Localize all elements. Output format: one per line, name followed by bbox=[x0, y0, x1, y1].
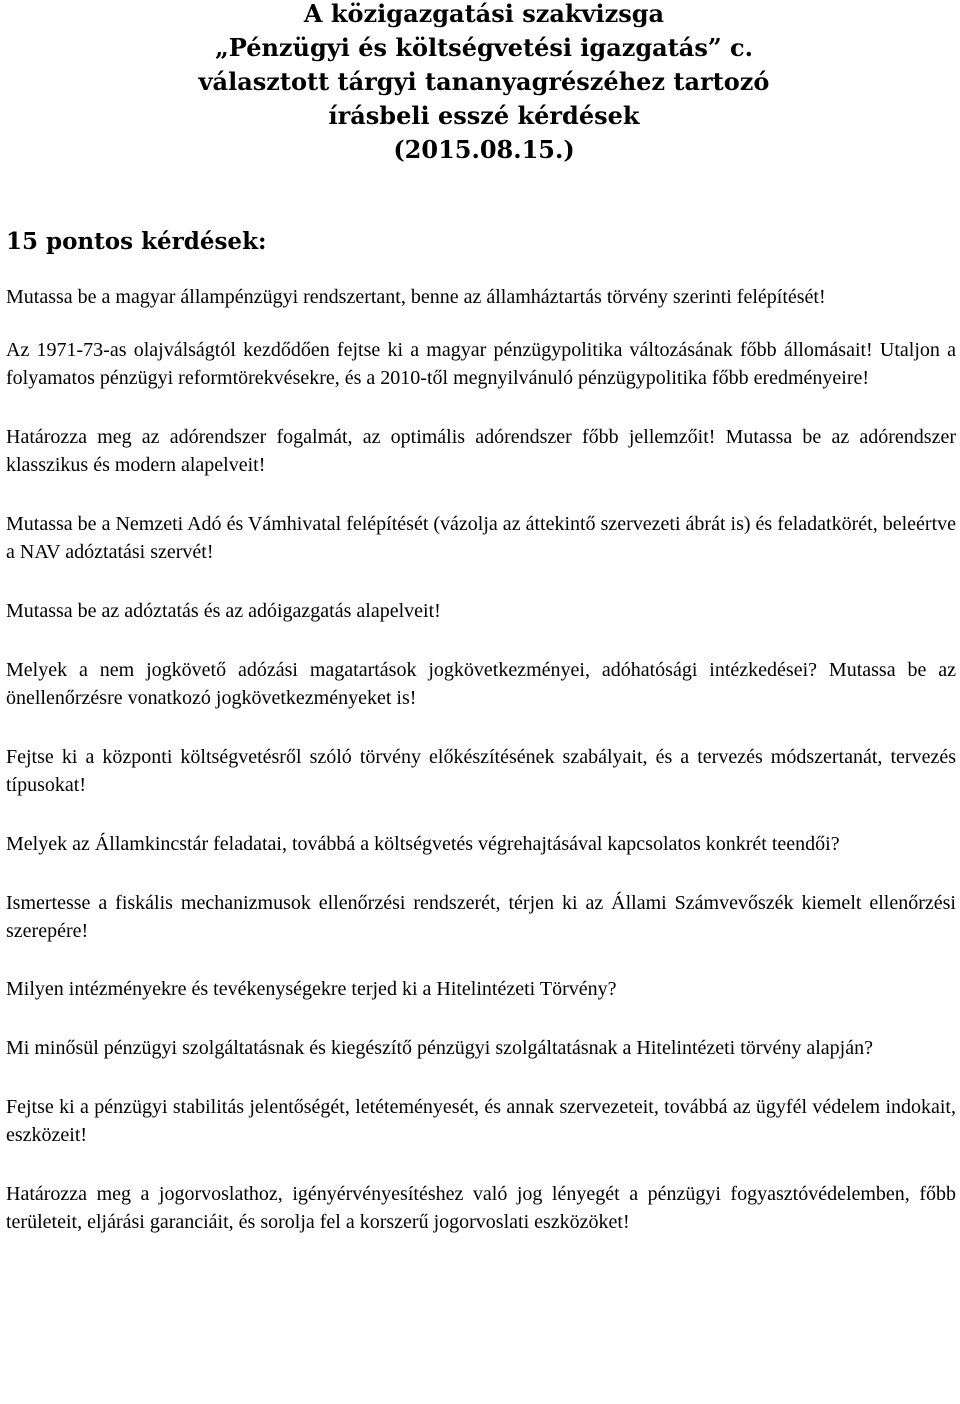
question-paragraph: Mi minősül pénzügyi szolgáltatásnak és kiegészítő pénzügyi szolgáltatásnak a Hitelintézeti törvény alapján? bbox=[6, 1037, 873, 1059]
question-paragraph: Fejtse ki a központi költségvetésről szóló törvény előkészítésének szabályait, és a tervezés módszertanát, tervezés típusokat! bbox=[6, 746, 956, 796]
section-heading: 15 pontos kérdések: bbox=[6, 228, 267, 255]
question-paragraph: Milyen intézményekre és tevékenységekre terjed ki a Hitelintézeti Törvény? bbox=[6, 978, 617, 1000]
title-line-date: (2015.08.15.) bbox=[393, 135, 575, 164]
question-list bbox=[6, 283, 956, 1236]
question-paragraph: Melyek a nem jogkövető adózási magatartások jogkövetkezményei, adóhatósági intézkedései? Mutassa be az önellenőrzésre vonatkozó jogkövetkezményeket is! bbox=[6, 659, 956, 709]
title-line-essay: írásbeli esszé kérdések bbox=[328, 101, 640, 130]
title-line-material: választott tárgyi tananyagrészéhez tartozó bbox=[198, 67, 770, 96]
title-line-exam: A közigazgatási szakvizsga bbox=[303, 0, 665, 28]
question-paragraph: Az 1971-73-as olajválságtól kezdődően fejtse ki a magyar pénzügypolitika változásának főbb állomásait! Utaljon a folyamatos pénzügyi reformtörekvésekre, és a 2010-től megnyilvánuló pénzügypolitika főbb eredményeire! bbox=[6, 339, 956, 389]
question-paragraph: Mutassa be az adóztatás és az adóigazgatás alapelveit! bbox=[6, 600, 441, 622]
question-paragraph: Mutassa be a Nemzeti Adó és Vámhivatal felépítését (vázolja az áttekintő szervezeti ábrát is) és feladatkörét, beleértve a NAV adóztatási szervét! bbox=[6, 513, 956, 563]
title-line-subject: „Pénzügyi és költségvetési igazgatás” c. bbox=[215, 33, 753, 62]
question-paragraph: Mutassa be a magyar állampénzügyi rendszertant, benne az államháztartás törvény szerinti felépítését! bbox=[6, 286, 826, 308]
question-paragraph: Melyek az Államkincstár feladatai, továbbá a költségvetés végrehajtásával kapcsolatos konkrét teendői? bbox=[6, 833, 840, 855]
document-page bbox=[6, 0, 956, 1236]
question-paragraph: Határozza meg az adórendszer fogalmát, az optimális adórendszer főbb jellemzőit! Mutassa be az adórendszer klasszikus és modern alapelveit! bbox=[6, 426, 956, 476]
document-title bbox=[6, 0, 956, 167]
question-paragraph: Ismertesse a fiskális mechanizmusok ellenőrzési rendszerét, térjen ki az Állami Számvevőszék kiemelt ellenőrzési szerepére! bbox=[6, 892, 956, 942]
question-paragraph: Határozza meg a jogorvoslathoz, igényérvényesítéshez való jog lényegét a pénzügyi fogyasztóvédelemben, főbb területeit, eljárási garanciáit, és sorolja fel a korszerű jogorvoslati eszközöket! bbox=[6, 1183, 956, 1233]
question-paragraph: Fejtse ki a pénzügyi stabilitás jelentőségét, letéteményesét, és annak szervezeteit, továbbá az ügyfél védelem indokait, eszközeit! bbox=[6, 1096, 956, 1146]
